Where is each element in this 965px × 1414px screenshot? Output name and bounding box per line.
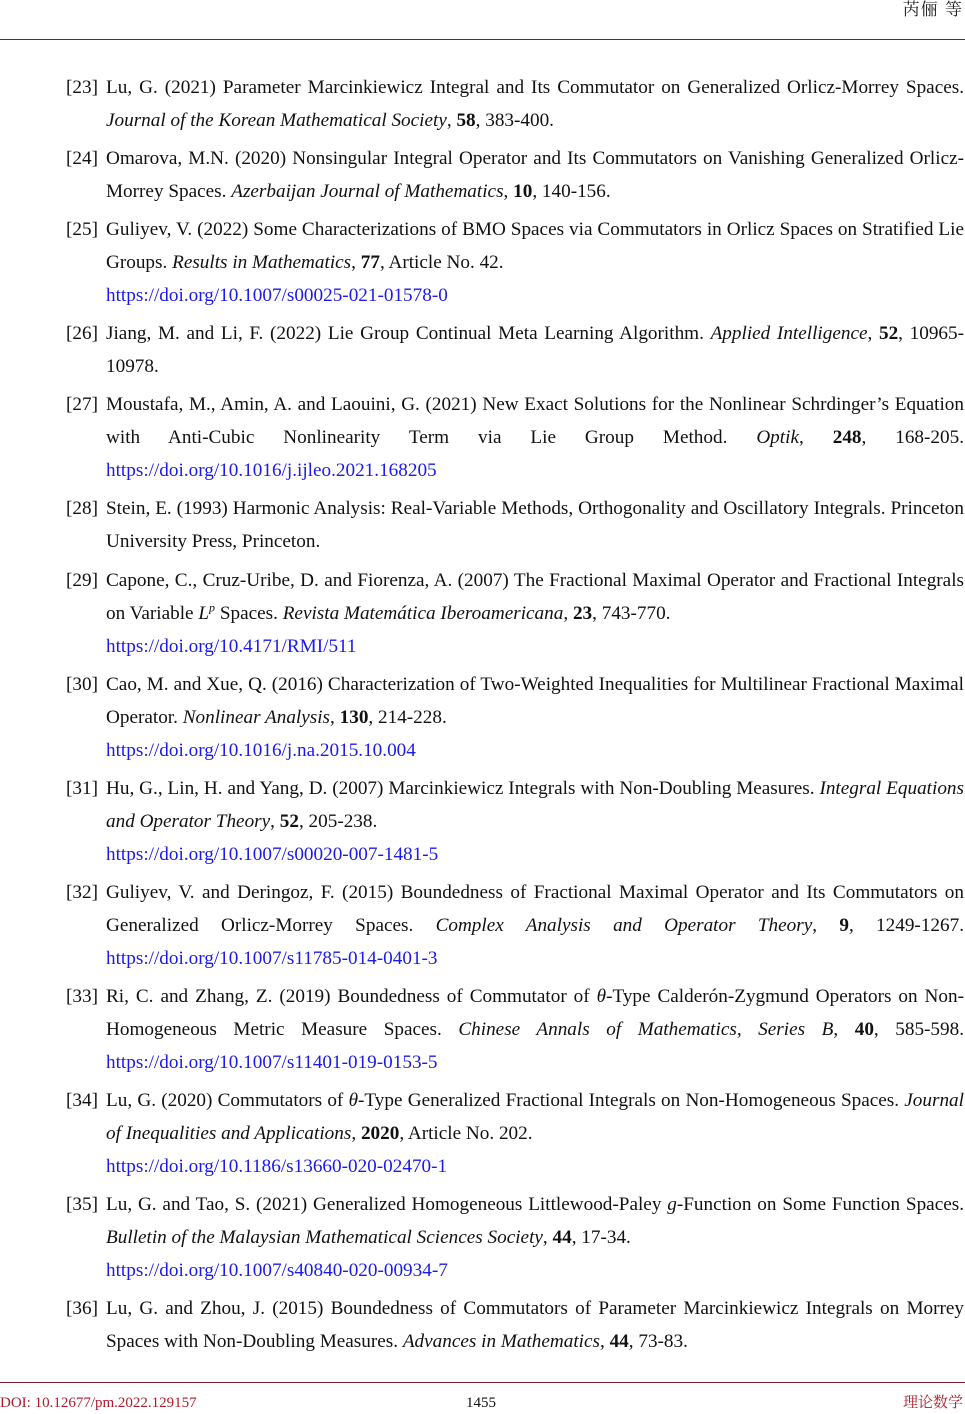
reference-doi-link[interactable]: https://doi.org/10.1007/s00025-021-01578-0 <box>106 285 448 307</box>
reference-number: [34] <box>66 1090 98 1112</box>
reference-volume: 40 <box>854 1018 874 1040</box>
reference-item-23 <box>66 71 964 137</box>
reference-volume: 2020 <box>360 1123 400 1145</box>
reference-text-cont: -Function on Some Function Spaces. <box>676 1194 964 1216</box>
reference-pages: , Article No. 202. <box>399 1123 533 1145</box>
reference-journal: Bulletin of the Malaysian Mathematical Sciences Society <box>106 1227 543 1249</box>
reference-pages: , Article No. 42. <box>379 252 504 274</box>
separator: , <box>446 110 457 131</box>
reference-item-26 <box>66 317 964 383</box>
reference-pages: , 214-228. <box>368 706 447 728</box>
reference-text: Capone, C., Cruz-Uribe, D. and Fiorenza, A. (2007) The Fractional Maximal Operator and Fractional Integrals on Variable <box>106 569 964 624</box>
reference-volume: 10 <box>513 181 533 203</box>
reference-journal: Nonlinear Analysis <box>182 706 331 728</box>
reference-pages: , 73-83. <box>628 1331 688 1353</box>
reference-journal: Journal of the Korean Mathematical Society <box>106 110 447 131</box>
reference-doi-link[interactable]: https://doi.org/10.4171/RMI/511 <box>106 635 357 657</box>
reference-doi-link[interactable]: https://doi.org/10.1007/s00020-007-1481-5 <box>106 843 439 865</box>
reference-item-27 <box>66 388 964 487</box>
reference-volume: 248 <box>832 427 862 449</box>
reference-text: Guliyev, V. and Deringoz, F. (2015) Boundedness of Fractional Maximal Operator and Its Commutators on Generalized Orlicz-Morrey Spaces. <box>106 881 964 936</box>
reference-volume: 52 <box>878 323 899 345</box>
reference-item-25 <box>66 213 964 312</box>
reference-doi-link[interactable]: https://doi.org/10.1016/j.ijleo.2021.168205 <box>106 460 437 482</box>
reference-pages: , 1249-1267. <box>848 914 964 936</box>
header-rule <box>0 39 965 40</box>
reference-text: Lu, G. (2020) Commutators of <box>106 1090 349 1112</box>
reference-journal: Complex Analysis and Operator Theory <box>435 914 813 936</box>
separator: , <box>542 1227 553 1249</box>
reference-item-33 <box>66 980 964 1079</box>
reference-journal: Journal of Inequalities and Applications <box>106 1090 964 1145</box>
reference-text: Stein, E. (1993) Harmonic Analysis: Real-Variable Methods, Orthogonality and Oscillatory Integrals. Princeton University Press, Princeton. <box>106 498 964 553</box>
reference-volume: 44 <box>609 1331 629 1353</box>
reference-text: Moustafa, M., Amin, A. and Laouini, G. (2021) New Exact Solutions for the Nonlinear Schrdinger’s Equation with Anti-Cubic Nonlinearity Term via Lie Group Method. <box>106 394 964 449</box>
math-symbol: L <box>198 602 210 624</box>
reference-journal: Azerbaijan Journal of Mathematics <box>231 181 504 203</box>
reference-text-cont: Spaces. <box>215 602 283 624</box>
reference-text-cont: -Type Generalized Fractional Integrals on Non-Homogeneous Spaces. <box>358 1090 905 1112</box>
reference-doi-link[interactable]: https://doi.org/10.1016/j.na.2015.10.004 <box>106 739 416 761</box>
reference-journal: Advances in Mathematics <box>402 1331 600 1353</box>
reference-text: Lu, G. and Tao, S. (2021) Generalized Homogeneous Littlewood-Paley <box>106 1194 668 1216</box>
separator: , <box>833 1018 855 1040</box>
separator: , <box>867 323 879 345</box>
reference-number: [27] <box>66 394 98 416</box>
separator: , <box>798 427 833 449</box>
reference-number: [30] <box>66 673 98 695</box>
page-number: 1455 <box>466 1395 496 1411</box>
reference-text: Guliyev, V. (2022) Some Characterizations of BMO Spaces via Commutators in Orlicz Spaces on Stratified Lie Groups. <box>106 219 964 274</box>
separator: , <box>330 706 340 728</box>
reference-item-30 <box>66 668 964 767</box>
reference-volume: 58 <box>456 110 476 131</box>
reference-text: Ri, C. and Zhang, Z. (2019) Boundedness of Commutator of <box>106 985 597 1007</box>
reference-volume: 9 <box>839 914 849 936</box>
reference-doi-link[interactable]: https://doi.org/10.1186/s13660-020-02470-1 <box>106 1156 448 1178</box>
reference-pages: , 17-34. <box>571 1227 631 1249</box>
reference-pages: , 585-598. <box>873 1018 965 1040</box>
reference-number: [32] <box>66 881 98 903</box>
running-header-author: 芮俪 等 <box>902 0 963 20</box>
math-symbol: g <box>667 1194 677 1216</box>
reference-journal: Chinese Annals of Mathematics, Series B <box>458 1018 834 1040</box>
reference-number: [36] <box>66 1298 98 1320</box>
reference-number: [31] <box>66 777 98 799</box>
reference-volume: 23 <box>572 602 593 624</box>
reference-doi-link[interactable]: https://doi.org/10.1007/s40840-020-00934-7 <box>106 1260 448 1282</box>
reference-number: [23] <box>66 77 98 98</box>
reference-number: [29] <box>66 569 98 591</box>
reference-pages: , 383-400. <box>475 110 554 131</box>
reference-text-cont: -Type Calderón-Zygmund Operators on Non-Homogeneous Metric Measure Spaces. <box>106 985 964 1040</box>
reference-journal: Integral Equations and Operator Theory <box>106 777 964 832</box>
reference-text: Jiang, M. and Li, F. (2022) Lie Group Continual Meta Learning Algorithm. <box>106 323 711 345</box>
reference-pages: , 140-156. <box>532 181 611 203</box>
reference-text: Omarova, M.N. (2020) Nonsingular Integral Operator and Its Commutators on Vanishing Generalized Orlicz-Morrey Spaces. <box>106 148 964 203</box>
reference-journal: Applied Intelligence <box>710 323 868 345</box>
reference-text: Cao, M. and Xue, Q. (2016) Characterization of Two-Weighted Inequalities for Multilinear Fractional Maximal Operator. <box>106 673 964 728</box>
reference-pages: , 205-238. <box>298 810 378 832</box>
reference-item-28 <box>66 492 964 558</box>
reference-number: [25] <box>66 219 98 241</box>
math-symbol: θ <box>348 1090 358 1112</box>
reference-volume: 52 <box>279 810 299 832</box>
reference-item-32 <box>66 876 964 975</box>
reference-number: [24] <box>66 148 98 170</box>
separator: , <box>812 914 840 936</box>
math-superscript: p <box>209 600 216 615</box>
reference-number: [33] <box>66 985 98 1007</box>
separator: , <box>599 1331 610 1353</box>
reference-pages: , 168-205. <box>861 427 964 449</box>
reference-item-24 <box>66 142 964 208</box>
reference-item-35 <box>66 1188 964 1287</box>
reference-journal: Revista Matemática Iberoamericana <box>282 602 564 624</box>
reference-text: Hu, G., Lin, H. and Yang, D. (2007) Marcinkiewicz Integrals with Non-Doubling Measures. <box>106 777 820 799</box>
math-symbol: θ <box>596 985 607 1007</box>
reference-number: [28] <box>66 498 98 520</box>
reference-doi-link[interactable]: https://doi.org/10.1007/s11401-019-0153-5 <box>106 1051 438 1073</box>
reference-list <box>66 71 964 1363</box>
separator: , <box>351 1123 361 1145</box>
reference-volume: 44 <box>552 1227 572 1249</box>
separator: , <box>563 602 573 624</box>
separator: , <box>503 181 514 203</box>
separator: , <box>351 252 361 274</box>
reference-number: [26] <box>66 323 98 345</box>
reference-pages: , 10965-10978. <box>106 323 965 378</box>
footer-journal-name: 理论数学 <box>902 1393 963 1411</box>
reference-journal: Results in Mathematics <box>172 252 352 274</box>
reference-volume: 130 <box>339 706 369 728</box>
reference-journal: Optik <box>756 427 799 449</box>
footer-doi: DOI: 10.12677/pm.2022.129157 <box>0 1395 197 1411</box>
separator: , <box>270 810 280 832</box>
reference-text: Lu, G. (2021) Parameter Marcinkiewicz Integral and Its Commutator on Generalized Orlicz-Morrey Spaces. <box>106 77 964 98</box>
reference-item-36 <box>66 1292 964 1358</box>
reference-item-29 <box>66 564 964 663</box>
reference-number: [35] <box>66 1194 98 1216</box>
reference-item-31 <box>66 772 964 871</box>
reference-pages: , 743-770. <box>592 602 671 624</box>
reference-item-34 <box>66 1084 964 1183</box>
reference-doi-link[interactable]: https://doi.org/10.1007/s11785-014-0401-3 <box>106 947 438 969</box>
footer-rule <box>0 1382 965 1383</box>
reference-volume: 77 <box>360 252 380 274</box>
reference-text: Lu, G. and Zhou, J. (2015) Boundedness of Commutators of Parameter Marcinkiewicz Integrals on Morrey Spaces with Non-Doubling Measures. <box>106 1298 964 1353</box>
